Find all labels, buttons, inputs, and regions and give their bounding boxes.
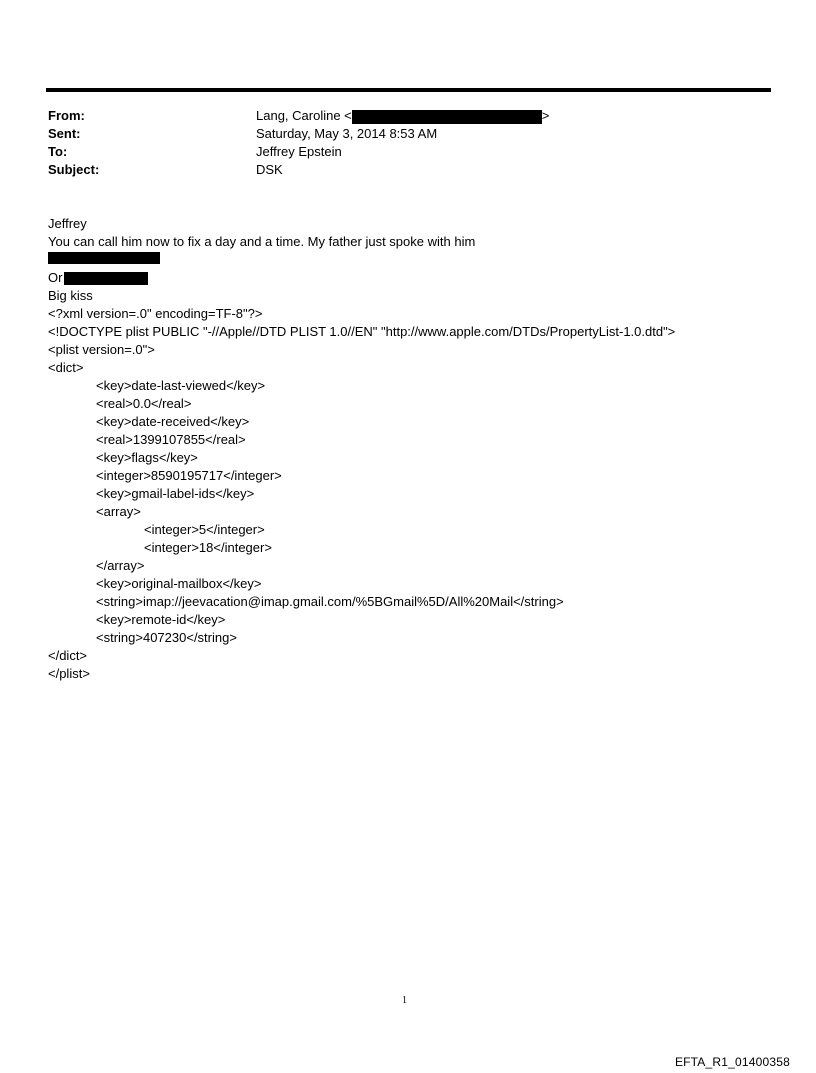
xml-line: <key>remote-id</key> [96,612,226,627]
xml-line: <key>original-mailbox</key> [96,576,262,591]
or-label: Or [48,270,63,285]
to-label: To: [48,144,68,159]
redacted-phone [48,252,160,264]
xml-line: <string>407230</string> [96,630,237,645]
xml-line: <plist version=.0"> [48,342,155,357]
redacted-email [352,110,542,124]
redacted-phone-2 [64,272,148,285]
xml-line: <key>flags</key> [96,450,198,465]
xml-line: </dict> [48,648,88,663]
xml-line: <dict> [48,360,84,375]
xml-line: <integer>8590195717</integer> [96,468,282,483]
xml-line: <key>date-received</key> [96,414,250,429]
xml-line: <key>date-last-viewed</key> [96,378,266,393]
xml-line: <?xml version=.0" encoding=TF-8"?> [48,306,263,321]
greeting: Jeffrey [48,216,87,231]
sent-label: Sent: [48,126,81,141]
xml-line: <array> [96,504,141,519]
subject-label: Subject: [48,162,100,177]
message-line: You can call him now to fix a day and a time. My father just spoke with him [48,234,476,249]
xml-line: </array> [96,558,145,573]
closing: Big kiss [48,288,93,303]
xml-line: <key>gmail-label-ids</key> [96,486,255,501]
document-id: EFTA_R1_01400358 [674,1055,790,1069]
xml-line: <real>1399107855</real> [96,432,246,447]
header-rule [46,88,771,92]
to-value: Jeffrey Epstein [256,144,342,159]
xml-line: <integer>5</integer> [144,522,265,537]
from-label: From: [48,108,85,123]
page-number: 1 [402,995,407,1006]
xml-line: <real>0.0</real> [96,396,192,411]
from-name: Lang, Caroline < [256,108,352,123]
from-bracket: > [541,108,550,123]
xml-line: </plist> [48,666,90,681]
xml-line: <integer>18</integer> [144,540,272,555]
xml-line: <string>imap://jeevacation@imap.gmail.com/%5BGmail%5D/All%20Mail</string> [96,594,564,609]
sent-value: Saturday, May 3, 2014 8:53 AM [256,126,438,141]
xml-line: <!DOCTYPE plist PUBLIC "-//Apple//DTD PLIST 1.0//EN" "http://www.apple.com/DTDs/PropertyList-1.0.dtd"> [48,324,676,339]
or-line [48,269,62,287]
subject-value: DSK [256,162,283,177]
from-value [256,107,549,125]
